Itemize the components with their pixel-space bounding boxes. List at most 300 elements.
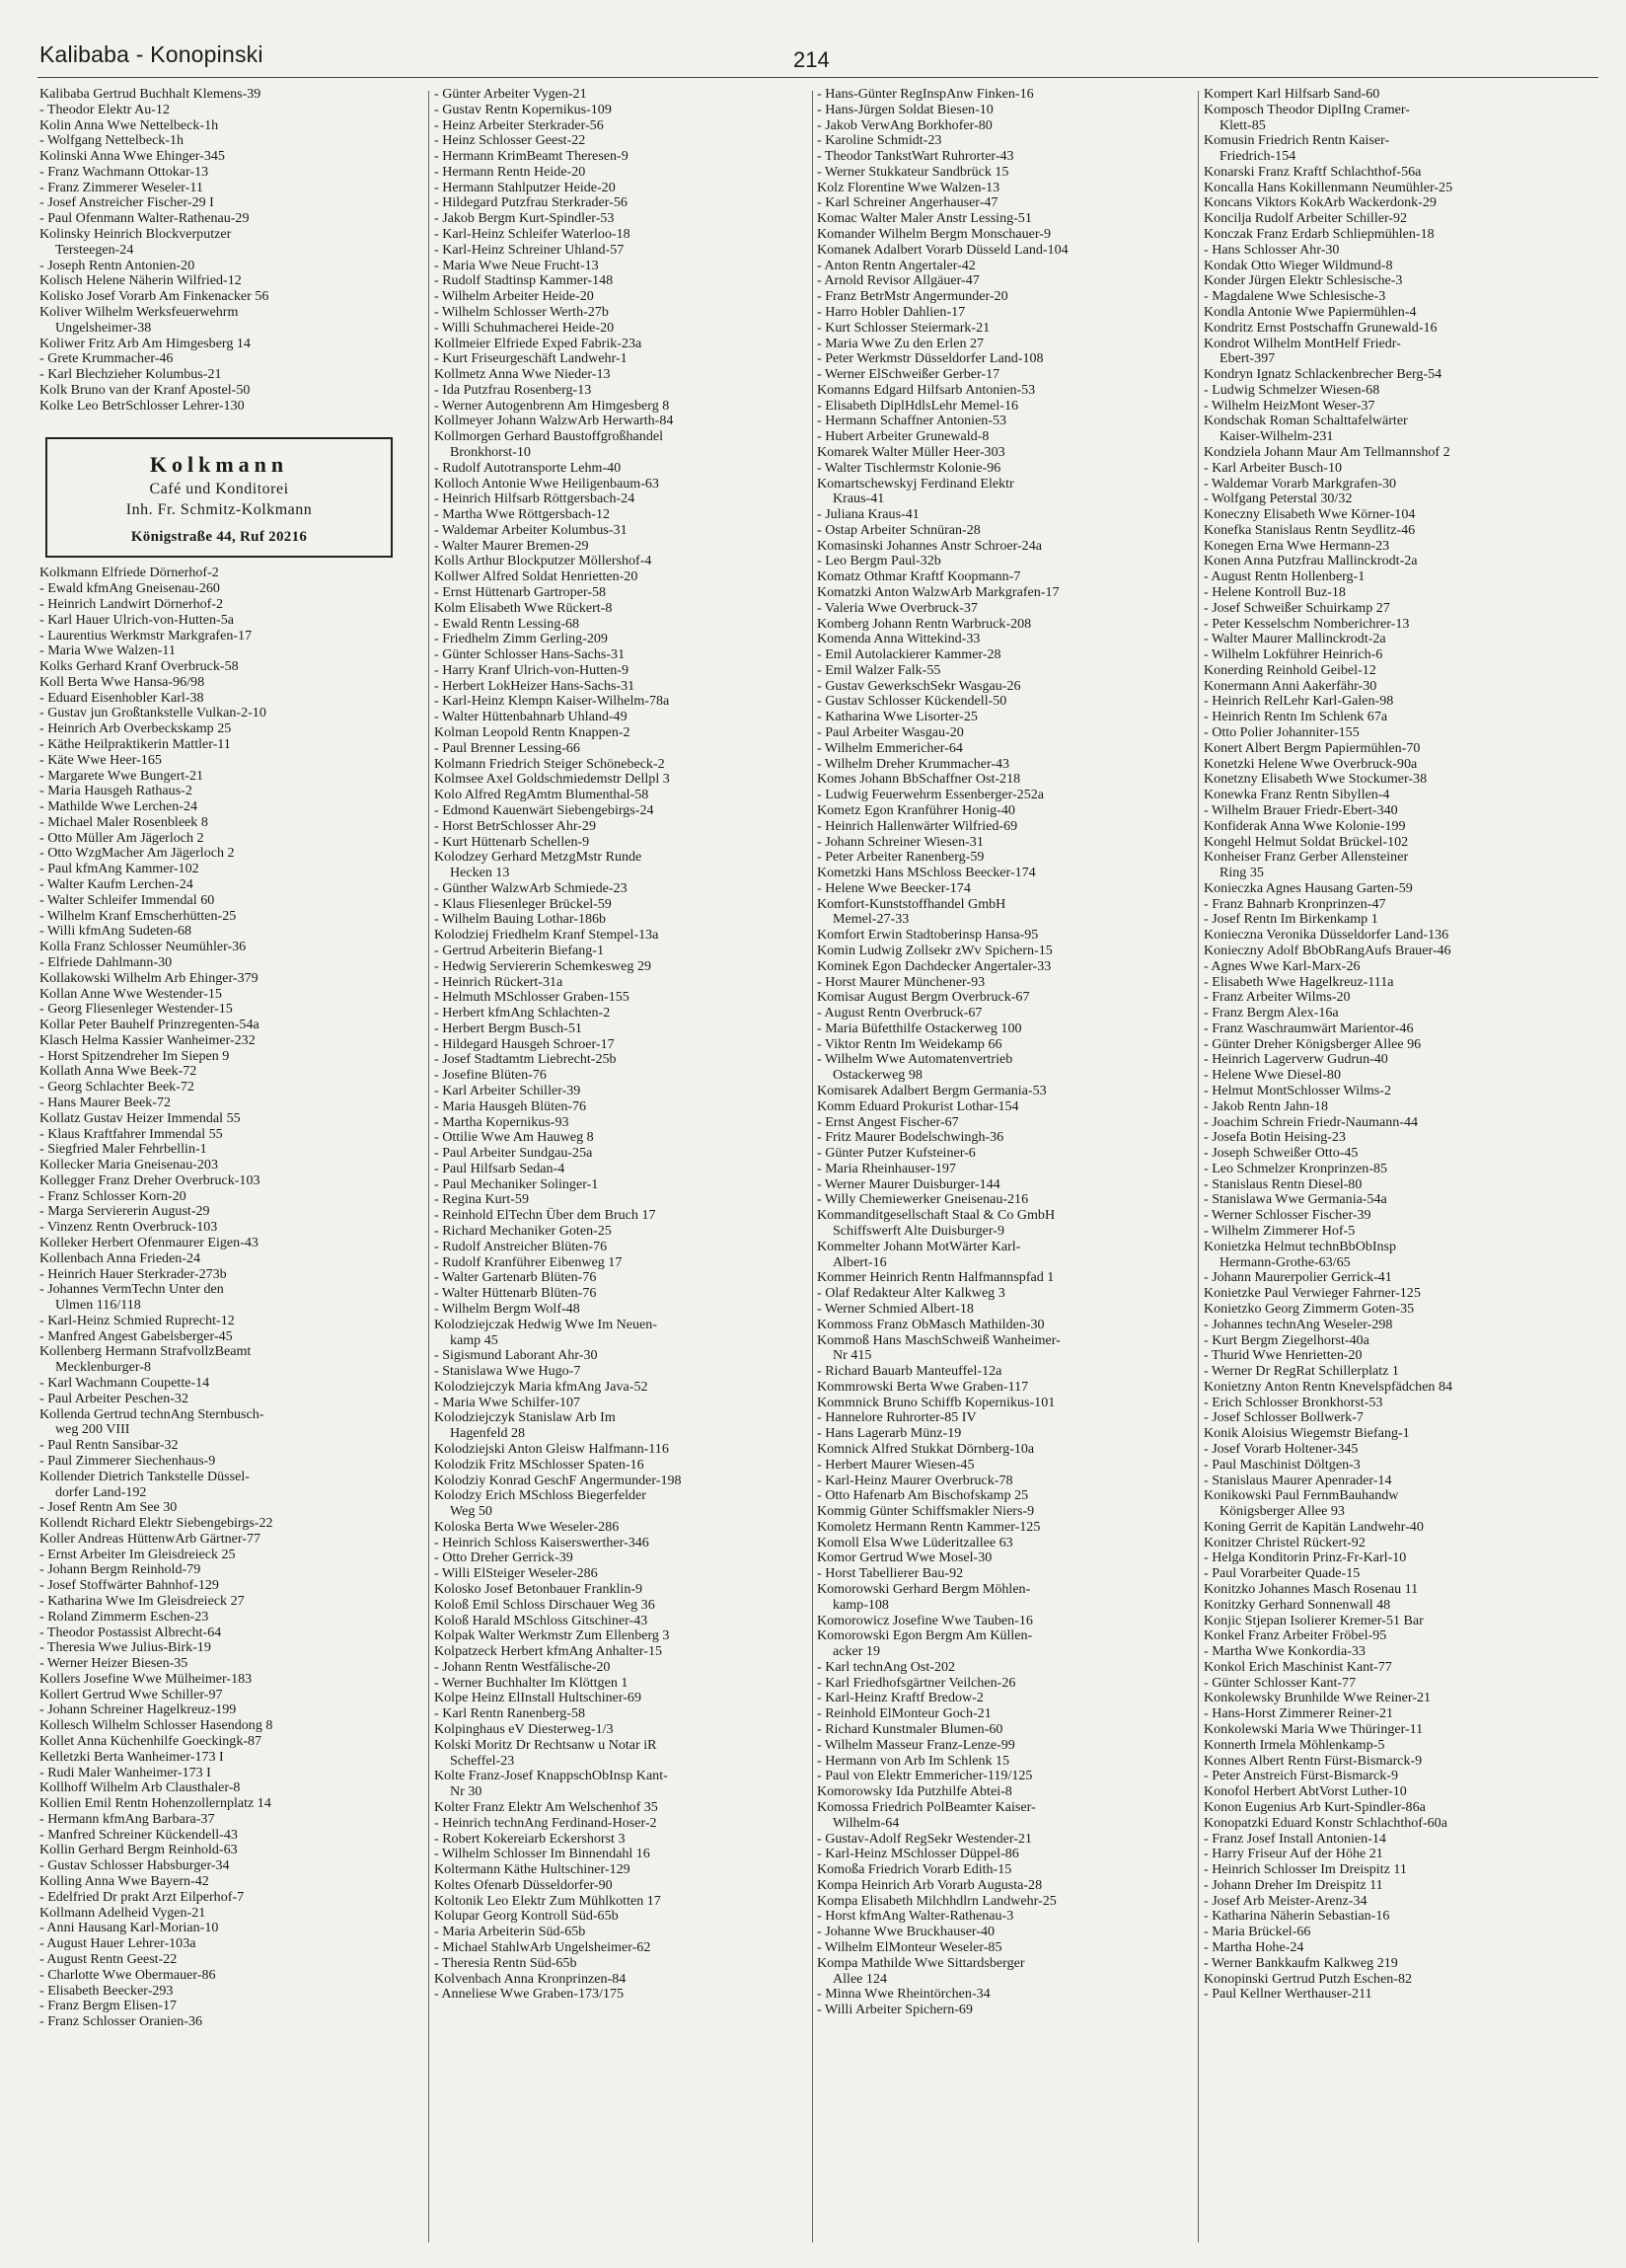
directory-entry bbox=[1204, 819, 1596, 835]
entry-text: Kommoß Hans MaschSchweiß Wanheimer- bbox=[817, 1331, 1061, 1348]
entry-text: - Helene Wwe Diesel-80 bbox=[1204, 1067, 1341, 1084]
directory-entry bbox=[1204, 601, 1596, 617]
entry-text: - Ewald Rentn Lessing-68 bbox=[434, 615, 580, 632]
directory-entry bbox=[817, 772, 1188, 788]
directory-entry bbox=[817, 1706, 1188, 1722]
directory-entry bbox=[1204, 679, 1596, 695]
entry-text: Komanns Edgard Hilfsarb Antonien-53 bbox=[817, 381, 1036, 398]
directory-entry bbox=[39, 1189, 410, 1205]
entry-text: - Maria Hausgeh Blüten-76 bbox=[434, 1097, 587, 1114]
entry-continuation: Friedrich-154 bbox=[1220, 148, 1296, 165]
directory-entry bbox=[434, 1052, 805, 1068]
directory-entry bbox=[434, 679, 805, 695]
directory-entry bbox=[434, 647, 805, 663]
entry-text: - Günther WalzwArb Schmiede-23 bbox=[434, 879, 628, 896]
entry-text: - Karoline Schmidt-23 bbox=[817, 132, 942, 149]
directory-entry bbox=[1204, 1364, 1596, 1380]
directory-entry bbox=[1204, 1380, 1596, 1396]
entry-text: - Wilhelm Bauing Lothar-186b bbox=[434, 911, 607, 928]
entry-text: - Karl Rentn Ranenberg-58 bbox=[434, 1705, 586, 1722]
entry-text: - Maria Wwe Walzen-11 bbox=[39, 643, 176, 659]
entry-text: Kolpatzeck Herbert kfmAng Anhalter-15 bbox=[434, 1643, 663, 1660]
directory-entry bbox=[817, 1208, 1188, 1240]
directory-entry bbox=[39, 987, 410, 1003]
entry-text: - Elisabeth Wwe Hagelkreuz-111a bbox=[1204, 973, 1394, 990]
entry-text: - Marga Serviererin August-29 bbox=[39, 1203, 210, 1220]
entry-text: Koncalla Hans Kokillenmann Neumühler-25 bbox=[1204, 179, 1453, 195]
entry-continuation: weg 200 VIII bbox=[55, 1421, 130, 1438]
entry-text: - Stanislawa Wwe Hugo-7 bbox=[434, 1363, 581, 1380]
entry-text: Kelletzki Berta Wanheimer-173 I bbox=[39, 1748, 224, 1765]
directory-entry bbox=[434, 1255, 805, 1271]
directory-entry bbox=[817, 1987, 1188, 2003]
entry-continuation: Kaiser-Wilhelm-231 bbox=[1220, 428, 1334, 445]
directory-entry bbox=[817, 149, 1188, 165]
directory-entry bbox=[817, 585, 1188, 601]
directory-entry bbox=[434, 243, 805, 259]
directory-entry bbox=[817, 118, 1188, 134]
entry-text: Komossa Friedrich PolBeamter Kaiser- bbox=[817, 1798, 1036, 1815]
entry-text: - Katharina Näherin Sebastian-16 bbox=[1204, 1908, 1390, 1925]
directory-entry bbox=[39, 846, 410, 862]
entry-text: Kondla Antonie Wwe Papiermühlen-4 bbox=[1204, 303, 1417, 320]
directory-entry bbox=[817, 944, 1188, 959]
entry-text: Kometz Egon Kranführer Honig-40 bbox=[817, 801, 1015, 818]
directory-entry bbox=[817, 1925, 1188, 1940]
entry-text: - Josef Stadtamtm Liebrecht-25b bbox=[434, 1051, 617, 1068]
directory-entry bbox=[817, 133, 1188, 149]
directory-entry bbox=[39, 1064, 410, 1080]
directory-entry bbox=[434, 1037, 805, 1053]
entry-text: Kolin Anna Wwe Nettelbeck-1h bbox=[39, 116, 219, 133]
directory-entry bbox=[434, 1816, 805, 1832]
directory-entry bbox=[817, 1006, 1188, 1021]
entry-text: Kondziela Johann Maur Am Tellmannshof 2 bbox=[1204, 443, 1450, 460]
directory-entry bbox=[1204, 1598, 1596, 1614]
directory-entry bbox=[39, 227, 410, 259]
directory-entry bbox=[1204, 1800, 1596, 1816]
entry-text: - Leo Schmelzer Kronprinzen-85 bbox=[1204, 1160, 1388, 1176]
entry-text: Kondschak Roman Schalttafelwärter bbox=[1204, 413, 1408, 429]
entry-text: - Hermann Rentn Heide-20 bbox=[434, 163, 586, 180]
entry-text: - Maria Rheinhauser-197 bbox=[817, 1160, 956, 1176]
directory-entry bbox=[434, 772, 805, 788]
entry-continuation: Ulmen 116/118 bbox=[55, 1297, 141, 1314]
directory-entry bbox=[1204, 1396, 1596, 1411]
directory-entry bbox=[39, 955, 410, 971]
directory-entry bbox=[1204, 835, 1596, 851]
entry-text: Konegen Erna Wwe Hermann-23 bbox=[1204, 537, 1390, 554]
directory-entry bbox=[39, 659, 410, 675]
directory-entry bbox=[39, 289, 410, 305]
entry-text: - Manfred Schreiner Kückendell-43 bbox=[39, 1826, 238, 1843]
directory-entry bbox=[817, 2003, 1188, 2018]
directory-entry bbox=[817, 289, 1188, 305]
entry-text: Kolpinghaus eV Diesterweg-1/3 bbox=[434, 1721, 614, 1738]
entry-text: - Richard Mechaniker Goten-25 bbox=[434, 1223, 612, 1240]
entry-text: - Wolfgang Nettelbeck-1h bbox=[39, 132, 185, 149]
entry-text: - Käthe Heilpraktikerin Mattler-11 bbox=[39, 736, 231, 752]
entry-text: - Otto Polier Johanniter-155 bbox=[1204, 724, 1360, 741]
entry-text: Konik Aloisius Wiegemstr Biefang-1 bbox=[1204, 1425, 1410, 1442]
directory-entry bbox=[39, 103, 410, 118]
directory-entry bbox=[817, 788, 1188, 803]
entry-text: Konkel Franz Arbeiter Fröbel-95 bbox=[1204, 1627, 1387, 1644]
directory-entry bbox=[817, 1146, 1188, 1162]
directory-entry bbox=[39, 1018, 410, 1033]
directory-entry bbox=[817, 1270, 1188, 1286]
directory-entry bbox=[39, 1734, 410, 1750]
entry-text: - Franz Bergm Elisen-17 bbox=[39, 1998, 178, 2014]
entry-text: Koning Gerrit de Kapitän Landwehr-40 bbox=[1204, 1518, 1424, 1535]
entry-text: - Waldemar Arbeiter Kolumbus-31 bbox=[434, 521, 628, 538]
entry-text: Kolodziy Konrad GeschF Angermunder-198 bbox=[434, 1472, 682, 1488]
directory-entry bbox=[817, 1286, 1188, 1302]
directory-entry bbox=[434, 1644, 805, 1660]
entry-text: Konerding Reinhold Geibel-12 bbox=[1204, 661, 1376, 678]
directory-entry bbox=[817, 305, 1188, 321]
directory-entry bbox=[1204, 259, 1596, 274]
directory-entry bbox=[1204, 772, 1596, 788]
entry-text: Konkol Erich Maschinist Kant-77 bbox=[1204, 1658, 1392, 1675]
directory-entry bbox=[39, 1952, 410, 1968]
entry-text: Komander Wilhelm Bergm Monschauer-9 bbox=[817, 226, 1051, 243]
entry-text: - Magdalene Wwe Schlesische-3 bbox=[1204, 288, 1386, 305]
directory-entry bbox=[1204, 133, 1596, 165]
entry-text: Konnerth Irmela Möhlenkamp-5 bbox=[1204, 1736, 1385, 1753]
directory-entry bbox=[817, 1115, 1188, 1131]
entry-text: Konfiderak Anna Wwe Kolonie-199 bbox=[1204, 817, 1406, 834]
entry-text: - Paul Arbeiter Sundgau-25a bbox=[434, 1145, 593, 1162]
directory-entry bbox=[39, 1236, 410, 1251]
directory-entry bbox=[434, 1084, 805, 1099]
entry-text: Komanek Adalbert Vorarb Düsseld Land-104 bbox=[817, 241, 1069, 258]
entry-text: - Günter Arbeiter Vygen-21 bbox=[434, 87, 587, 102]
entry-text: - Willi ElSteiger Weseler-286 bbox=[434, 1565, 598, 1582]
entry-text: - Richard Bauarb Manteuffel-12a bbox=[817, 1363, 1002, 1380]
directory-entry bbox=[1204, 243, 1596, 259]
entry-text: - Heinrich Rückert-31a bbox=[434, 973, 563, 990]
directory-entry bbox=[39, 940, 410, 955]
directory-entry bbox=[1204, 617, 1596, 633]
entry-text: - Jakob Rentn Jahn-18 bbox=[1204, 1097, 1329, 1114]
directory-entry bbox=[39, 1562, 410, 1578]
entry-text: Kominek Egon Dachdecker Angertaler-33 bbox=[817, 957, 1052, 974]
directory-entry bbox=[39, 399, 410, 415]
entry-text: Komnick Alfred Stukkat Dörnberg-10a bbox=[817, 1440, 1035, 1457]
directory-entry bbox=[817, 1333, 1188, 1365]
entry-text: Kolodzik Fritz MSchlosser Spaten-16 bbox=[434, 1456, 644, 1473]
entry-text: Koltonik Leo Elektr Zum Mühlkotten 17 bbox=[434, 1892, 661, 1909]
directory-entry bbox=[817, 1676, 1188, 1692]
entry-text: Kolpe Heinz ElInstall Hultschiner-69 bbox=[434, 1690, 641, 1706]
directory-entry bbox=[1204, 1006, 1596, 1021]
entry-text: - Josef Rentn Im Birkenkamp 1 bbox=[1204, 911, 1378, 928]
directory-entry bbox=[434, 1628, 805, 1644]
directory-entry bbox=[817, 1504, 1188, 1520]
entry-text: - Paul kfmAng Kammer-102 bbox=[39, 861, 199, 877]
directory-entry bbox=[817, 445, 1188, 461]
column-divider bbox=[428, 91, 429, 2242]
entry-text: - Michael StahlwArb Ungelsheimer-62 bbox=[434, 1938, 651, 1955]
entry-text: Konefka Stanislaus Rentn Seydlitz-46 bbox=[1204, 521, 1416, 538]
directory-entry bbox=[1204, 1909, 1596, 1925]
entry-text: - Elisabeth DiplHdlsLehr Memel-16 bbox=[817, 397, 1019, 414]
directory-entry bbox=[817, 1240, 1188, 1271]
directory-entry bbox=[39, 737, 410, 753]
entry-text: - Gustav Schlosser Habsburger-34 bbox=[39, 1857, 230, 1874]
entry-text: - Martha Wwe Röttgersbach-12 bbox=[434, 506, 611, 523]
directory-entry bbox=[39, 1921, 410, 1936]
directory-entry bbox=[817, 803, 1188, 819]
directory-entry bbox=[1204, 1240, 1596, 1271]
entry-text: - Richard Kunstmaler Blumen-60 bbox=[817, 1721, 1003, 1738]
directory-entry bbox=[1204, 1784, 1596, 1800]
directory-entry bbox=[1204, 1162, 1596, 1177]
directory-entry bbox=[817, 1099, 1188, 1115]
column-1 bbox=[39, 87, 410, 2030]
directory-entry bbox=[817, 850, 1188, 866]
entry-text: Kolisko Josef Vorarb Am Finkenacker 56 bbox=[39, 288, 269, 305]
directory-entry bbox=[39, 1766, 410, 1781]
directory-entry bbox=[39, 1080, 410, 1096]
directory-entry bbox=[39, 1548, 410, 1563]
entry-text: - Agnes Wwe Karl-Marx-26 bbox=[1204, 957, 1361, 974]
entry-text: Kollenda Gertrud technAng Sternbusch- bbox=[39, 1405, 264, 1422]
entry-text: - Maria Wwe Zu den Erlen 27 bbox=[817, 335, 985, 351]
entry-text: - Walter Kaufm Lerchen-24 bbox=[39, 876, 193, 893]
directory-entry bbox=[1204, 725, 1596, 741]
entry-text: - Willi Arbeiter Spichern-69 bbox=[817, 2002, 973, 2018]
entry-text: - Franz Josef Install Antonien-14 bbox=[1204, 1830, 1386, 1847]
directory-entry bbox=[434, 663, 805, 679]
entry-text: - Karl-Heinz Schleifer Waterloo-18 bbox=[434, 226, 630, 243]
entry-text: - Jakob VerwAng Borkhofer-80 bbox=[817, 116, 993, 133]
directory-entry bbox=[434, 133, 805, 149]
entry-text: - Josef Rentn Am See 30 bbox=[39, 1499, 178, 1516]
directory-entry bbox=[817, 461, 1188, 477]
directory-entry bbox=[39, 1750, 410, 1766]
directory-entry bbox=[434, 1006, 805, 1021]
entry-text: Kondryn Ignatz Schlackenbrecher Berg-54 bbox=[1204, 366, 1442, 383]
directory-entry bbox=[817, 321, 1188, 337]
entry-text: - Werner Schlosser Fischer-39 bbox=[1204, 1207, 1371, 1224]
directory-entry bbox=[1204, 305, 1596, 321]
entry-text: - Paul Brenner Lessing-66 bbox=[434, 739, 580, 756]
directory-entry bbox=[434, 1474, 805, 1489]
directory-entry bbox=[39, 1204, 410, 1220]
directory-entry bbox=[39, 1688, 410, 1703]
directory-entry bbox=[817, 165, 1188, 181]
entry-text: Komin Ludwig Zollsekr zWv Spichern-15 bbox=[817, 942, 1053, 958]
directory-entry bbox=[1204, 1816, 1596, 1832]
directory-entry bbox=[434, 461, 805, 477]
directory-entry bbox=[1204, 554, 1596, 569]
entry-text: - Günter Schlosser Hans-Sachs-31 bbox=[434, 646, 626, 663]
entry-text: - Johannes technAng Weseler-298 bbox=[1204, 1316, 1393, 1332]
directory-entry bbox=[39, 1672, 410, 1688]
directory-entry bbox=[1204, 1488, 1596, 1520]
entry-text: Komatz Othmar Kraftf Koopmann-7 bbox=[817, 568, 1021, 585]
entry-text: - Harro Hobler Dahlien-17 bbox=[817, 303, 966, 320]
entry-text: - Werner Bankkaufm Kalkweg 219 bbox=[1204, 1954, 1398, 1971]
entry-continuation: Ebert-397 bbox=[1220, 350, 1276, 367]
entry-text: - Gustav Rentn Kopernikus-109 bbox=[434, 101, 612, 117]
entry-text: Komm Eduard Prokurist Lothar-154 bbox=[817, 1097, 1019, 1114]
entry-text: - Johanne Wwe Bruckhauser-40 bbox=[817, 1924, 996, 1940]
entry-text: Kollesch Wilhelm Schlosser Hasendong 8 bbox=[39, 1717, 273, 1734]
directory-entry bbox=[434, 1458, 805, 1474]
directory-entry bbox=[1204, 1878, 1596, 1894]
directory-entry bbox=[1204, 1333, 1596, 1349]
directory-entry bbox=[434, 1598, 805, 1614]
entry-text: - Katharina Wwe Lisorter-25 bbox=[817, 709, 978, 725]
directory-entry bbox=[1204, 1084, 1596, 1099]
entry-text: Kollmorgen Gerhard Baustoffgroßhandel bbox=[434, 428, 663, 445]
directory-entry bbox=[817, 928, 1188, 944]
entry-text: - Gustav GewerkschSekr Wasgau-26 bbox=[817, 677, 1021, 694]
directory-entry bbox=[39, 613, 410, 629]
directory-entry bbox=[817, 1660, 1188, 1676]
entry-text: Komatzki Anton WalzwArb Markgrafen-17 bbox=[817, 584, 1060, 600]
entry-text: Kalibaba Gertrud Buchhalt Klemens-39 bbox=[39, 87, 261, 102]
entry-text: Kommelter Johann MotWärter Karl- bbox=[817, 1238, 1021, 1254]
directory-entry bbox=[39, 211, 410, 227]
entry-text: Konitzer Christel Rückert-92 bbox=[1204, 1534, 1366, 1550]
directory-entry bbox=[434, 1442, 805, 1458]
entry-text: - Franz Bergm Alex-16a bbox=[1204, 1005, 1339, 1021]
directory-entry bbox=[434, 1972, 805, 1988]
entry-text: Kolman Leopold Rentn Knappen-2 bbox=[434, 724, 630, 741]
directory-entry bbox=[1204, 1940, 1596, 1956]
directory-entry bbox=[817, 1162, 1188, 1177]
directory-entry bbox=[39, 1329, 410, 1345]
directory-entry bbox=[1204, 1769, 1596, 1784]
entry-continuation: Nr 30 bbox=[450, 1783, 482, 1800]
entry-text: Kolk Bruno van der Kranf Apostel-50 bbox=[39, 381, 251, 398]
entry-text: - Robert Kokereiarb Eckershorst 3 bbox=[434, 1830, 626, 1847]
directory-entry bbox=[1204, 321, 1596, 337]
directory-entry bbox=[434, 383, 805, 399]
entry-text: - Elisabeth Beecker-293 bbox=[39, 1982, 174, 1999]
directory-entry bbox=[39, 769, 410, 785]
directory-entry bbox=[1204, 1754, 1596, 1770]
directory-entry bbox=[817, 1520, 1188, 1536]
entry-text: - Josef Stoffwärter Bahnhof-129 bbox=[39, 1577, 219, 1594]
directory-entry bbox=[434, 1396, 805, 1411]
entry-text: Konczak Franz Erdarb Schliepmühlen-18 bbox=[1204, 226, 1435, 243]
entry-text: - Hannelore Ruhrorter-85 IV bbox=[817, 1409, 977, 1426]
directory-entry bbox=[434, 897, 805, 913]
directory-entry bbox=[1204, 491, 1596, 507]
directory-entry bbox=[39, 909, 410, 925]
entry-text: - Arnold Revisor Allgäuer-47 bbox=[817, 272, 980, 289]
directory-entry bbox=[434, 1270, 805, 1286]
entry-text: - Wilhelm Emmericher-64 bbox=[817, 739, 963, 756]
entry-text: - Helene Wwe Beecker-174 bbox=[817, 879, 971, 896]
entry-text: - Franz Arbeiter Wilms-20 bbox=[1204, 989, 1351, 1006]
directory-entry bbox=[817, 1084, 1188, 1099]
entry-text: Kolodziejski Anton Gleisw Halfmann-116 bbox=[434, 1440, 669, 1457]
directory-entry bbox=[1204, 181, 1596, 196]
directory-entry bbox=[39, 1127, 410, 1143]
entry-text: Komisarek Adalbert Bergm Germania-53 bbox=[817, 1083, 1047, 1098]
directory-entry bbox=[817, 1396, 1188, 1411]
entry-text: Konjic Stjepan Isolierer Kremer-51 Bar bbox=[1204, 1612, 1424, 1628]
entry-text: - Walter Maurer Bremen-29 bbox=[434, 537, 589, 554]
entry-text: - Franz Schlosser Oranien-36 bbox=[39, 2013, 203, 2030]
entry-text: Kollatz Gustav Heizer Immendal 55 bbox=[39, 1109, 241, 1126]
entry-text: - Olaf Redakteur Alter Kalkweg 3 bbox=[817, 1285, 1005, 1302]
entry-text: - Wilhelm Brauer Friedr-Ebert-340 bbox=[1204, 801, 1398, 818]
kolkmann-advertisement bbox=[45, 437, 393, 558]
directory-entry bbox=[1204, 1286, 1596, 1302]
entry-text: - Charlotte Wwe Obermauer-86 bbox=[39, 1966, 216, 1983]
entry-text: Konieczka Agnes Hausang Garten-59 bbox=[1204, 879, 1413, 896]
entry-text: - Martha Wwe Konkordia-33 bbox=[1204, 1643, 1366, 1660]
entry-text: Kollwer Alfred Soldat Henrietten-20 bbox=[434, 568, 638, 585]
entry-text: Kompa Elisabeth Milchhdlrn Landwehr-25 bbox=[817, 1892, 1057, 1909]
directory-entry bbox=[39, 1843, 410, 1858]
entry-text: Kolo Alfred RegAmtm Blumenthal-58 bbox=[434, 787, 649, 803]
directory-entry bbox=[39, 706, 410, 721]
entry-text: Konitzko Johannes Masch Rosenau 11 bbox=[1204, 1581, 1419, 1597]
directory-entry bbox=[1204, 1318, 1596, 1333]
entry-text: Kolvenbach Anna Kronprinzen-84 bbox=[434, 1970, 627, 1987]
entry-text: - Fritz Maurer Bodelschwingh-36 bbox=[817, 1129, 1004, 1146]
directory-entry bbox=[817, 1566, 1188, 1582]
entry-text: - Wilhelm Bergm Wolf-48 bbox=[434, 1300, 580, 1317]
entry-text: - Peter Arbeiter Ranenberg-59 bbox=[817, 849, 985, 866]
directory-entry bbox=[39, 1033, 410, 1049]
entry-text: - Anni Hausang Karl-Morian-10 bbox=[39, 1920, 219, 1936]
directory-entry bbox=[434, 632, 805, 647]
entry-text: - Ernst Angest Fischer-67 bbox=[817, 1113, 959, 1130]
directory-entry bbox=[1204, 1130, 1596, 1146]
directory-entry bbox=[39, 1999, 410, 2014]
page-header bbox=[0, 0, 1626, 79]
entry-text: - Hans Maurer Beek-72 bbox=[39, 1094, 172, 1110]
directory-entry bbox=[39, 273, 410, 289]
directory-entry bbox=[817, 1192, 1188, 1208]
entry-text: - Werner Heizer Biesen-35 bbox=[39, 1655, 188, 1672]
entry-text: - Heinrich Lagerverw Gudrun-40 bbox=[1204, 1051, 1388, 1068]
directory-entry bbox=[817, 1832, 1188, 1848]
directory-entry bbox=[817, 1488, 1188, 1504]
entry-text: - Karl Schreiner Angerhauser-47 bbox=[817, 194, 998, 211]
entry-text: - Wilhelm Schlosser Werth-27b bbox=[434, 303, 609, 320]
entry-text: - Paul Hilfsarb Sedan-4 bbox=[434, 1160, 565, 1176]
directory-entry bbox=[434, 1162, 805, 1177]
directory-entry bbox=[817, 523, 1188, 539]
directory-entry bbox=[434, 1566, 805, 1582]
directory-entry bbox=[1204, 1192, 1596, 1208]
directory-entry bbox=[434, 1676, 805, 1692]
directory-entry bbox=[817, 601, 1188, 617]
entry-text: - Ernst Hüttenarb Gartroper-58 bbox=[434, 584, 607, 600]
entry-text: - Theresia Wwe Julius-Birk-19 bbox=[39, 1639, 211, 1656]
entry-text: - Karl Hauer Ulrich-von-Hutten-5a bbox=[39, 611, 234, 628]
directory-entry bbox=[817, 227, 1188, 243]
directory-entry bbox=[1204, 1832, 1596, 1848]
directory-entry bbox=[1204, 507, 1596, 523]
entry-text: - Otto Müller Am Jägerloch 2 bbox=[39, 829, 204, 846]
directory-entry bbox=[39, 1392, 410, 1407]
entry-text: Kolke Leo BetrSchlosser Lehrer-130 bbox=[39, 397, 245, 414]
entry-text: - Joachim Schrein Friedr-Naumann-44 bbox=[1204, 1113, 1418, 1130]
entry-text: - Ewald kfmAng Gneisenau-260 bbox=[39, 580, 220, 597]
entry-continuation: Wilhelm-64 bbox=[833, 1814, 900, 1831]
